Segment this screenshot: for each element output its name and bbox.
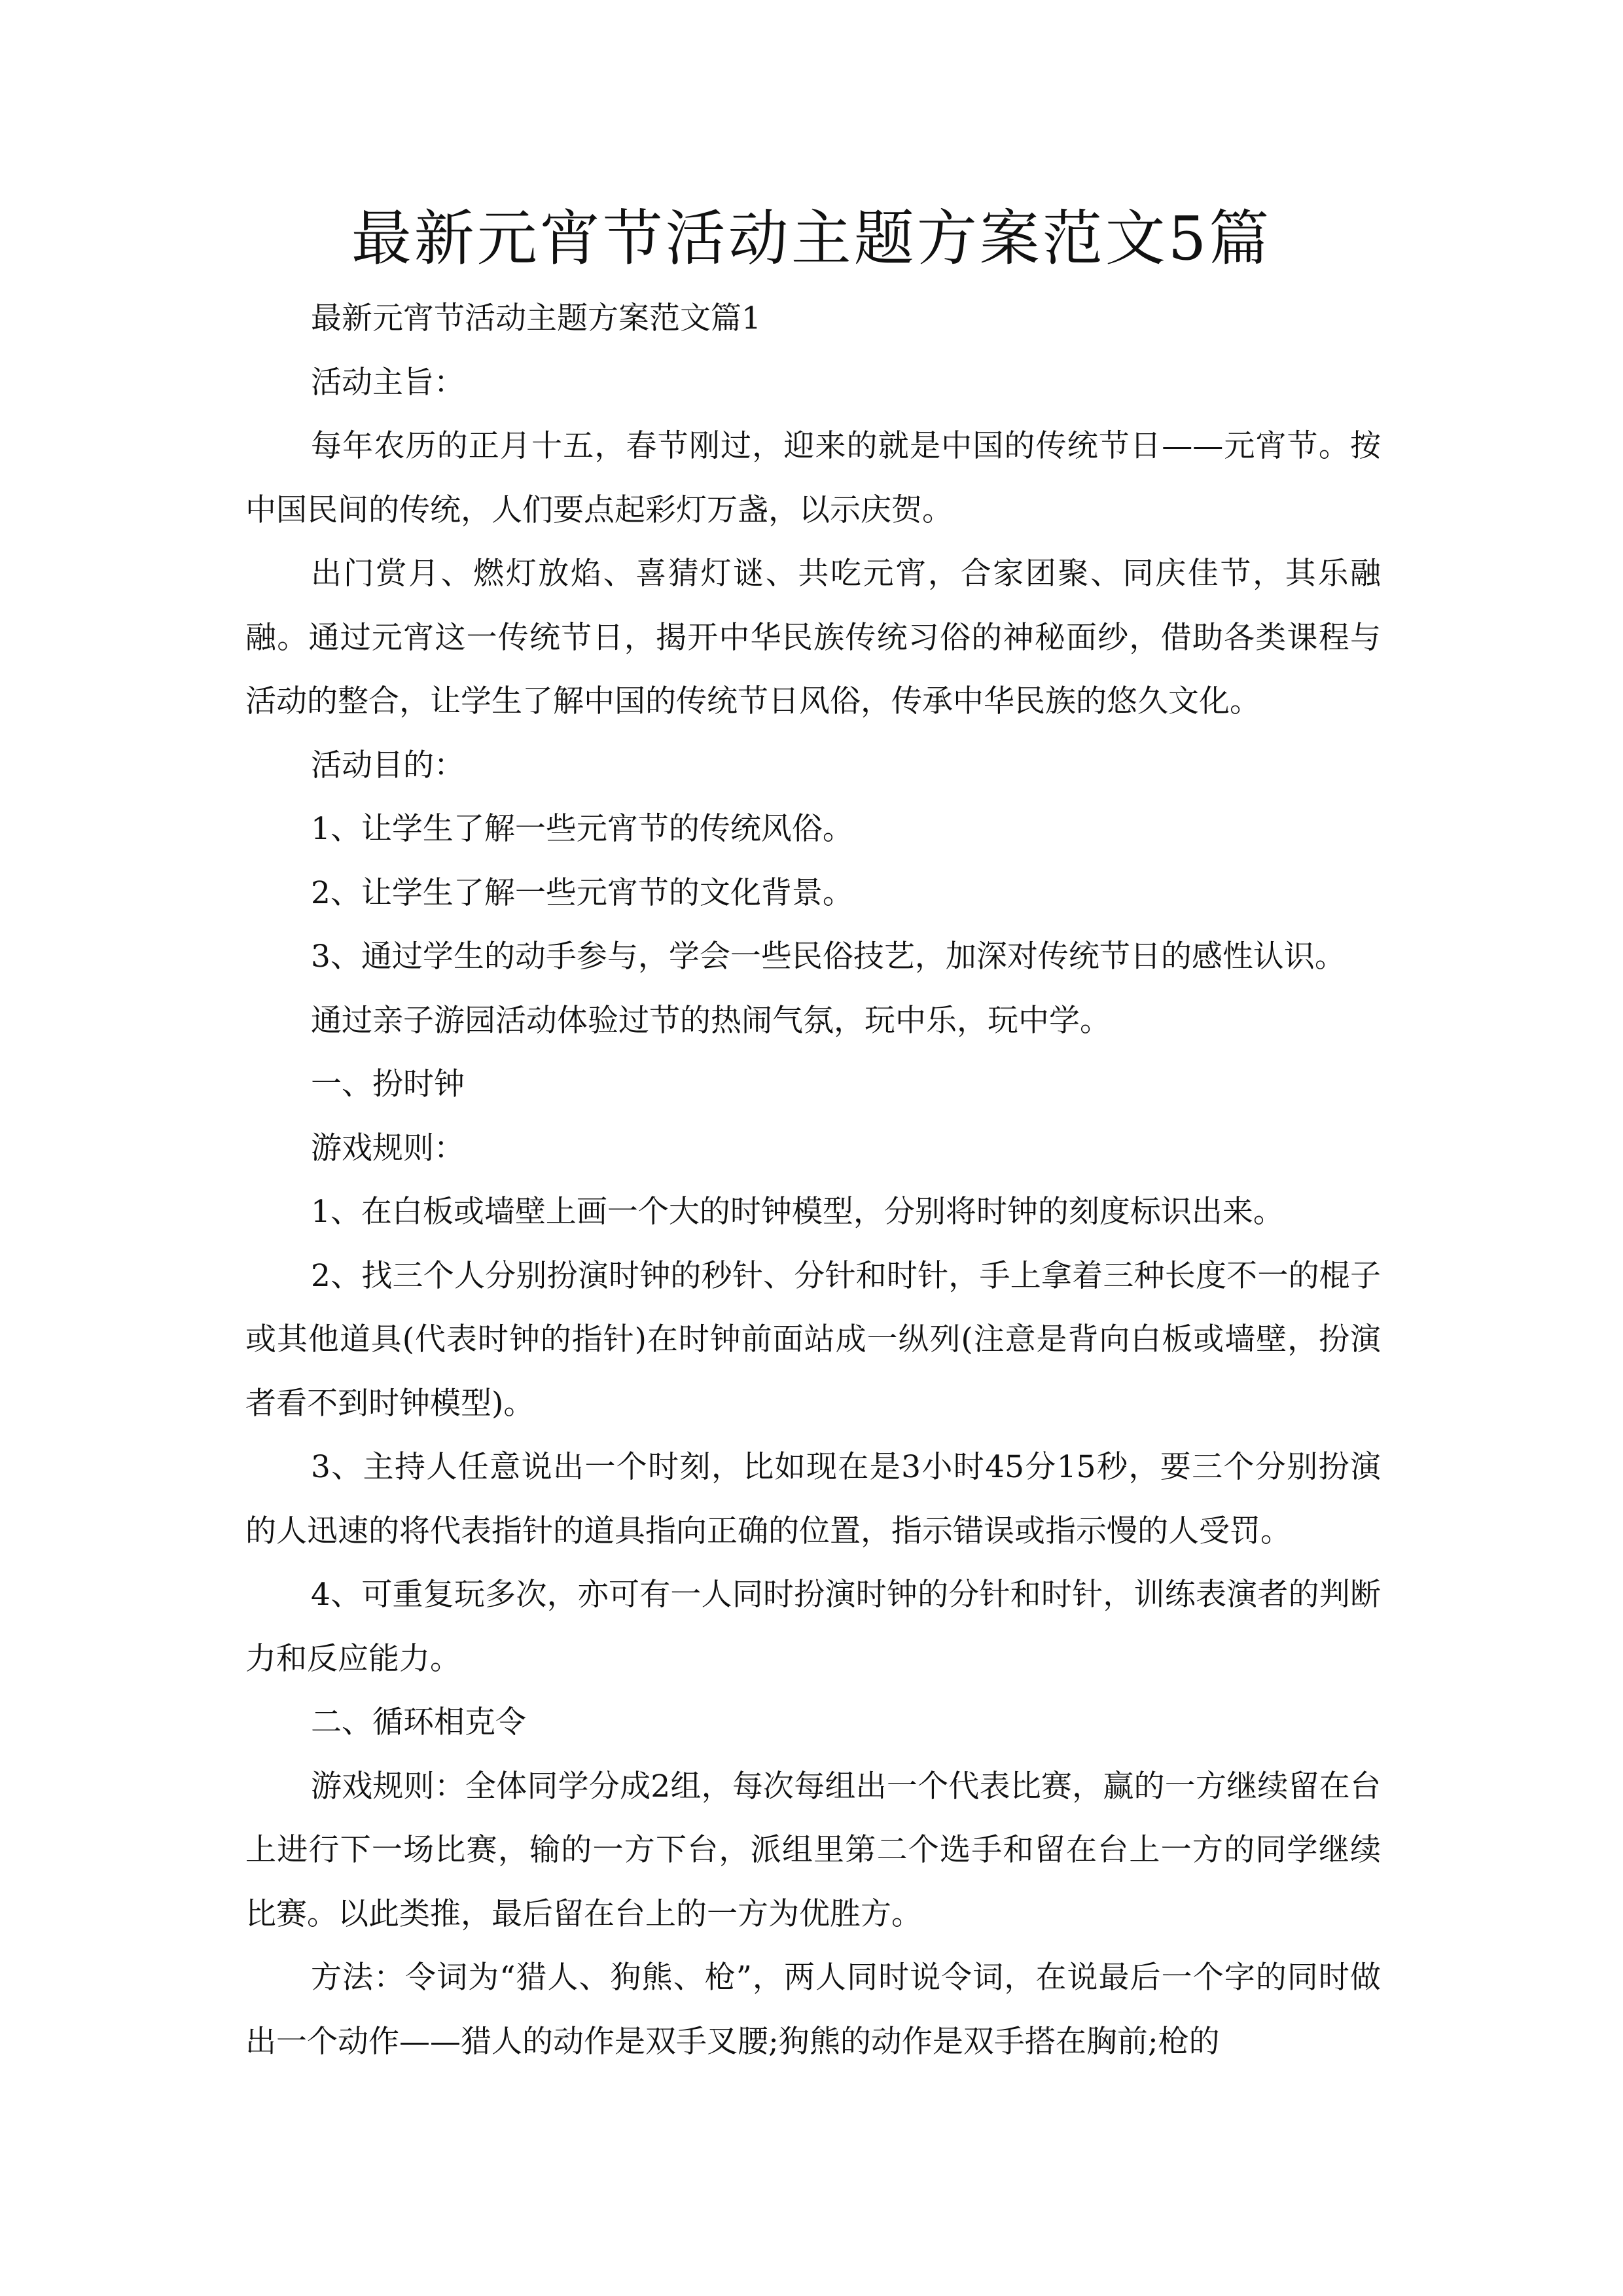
paragraph: 活动主旨： (311, 364, 465, 401)
paragraph: 1、让学生了解一些元宵节的传统风俗。 (311, 811, 853, 847)
paragraph: 2、找三个人分别扮演时钟的秒针、分针和时针，手上拿着三种长度不一的棍子或其他道具(代表时钟的指针)在时钟前面站成一纵列(注意是背向白板或墙壁，扮演者看不到时钟模型)。 (245, 1257, 1381, 1422)
paragraph: 每年农历的正月十五，春节刚过，迎来的就是中国的传统节日——元宵节。按中国民间的传统，人们要点起彩灯万盏，以示庆贺。 (245, 428, 1381, 528)
paragraph: 二、循环相克令 (311, 1704, 526, 1740)
paragraph: 4、可重复玩多次，亦可有一人同时扮演时钟的分针和时针，训练表演者的判断力和反应能力。 (245, 1577, 1381, 1677)
paragraph: 2、让学生了解一些元宵节的文化背景。 (311, 874, 853, 911)
document-body (245, 287, 1381, 2073)
paragraph: 通过亲子游园活动体验过节的热闹气氛，玩中乐，玩中学。 (311, 1002, 1111, 1039)
paragraph: 出门赏月、燃灯放焰、喜猜灯谜、共吃元宵，合家团聚、同庆佳节，其乐融融。通过元宵这一传统节日，揭开中华民族传统习俗的神秘面纱，借助各类课程与活动的整合，让学生了解中国的传统节日风俗，传承中华民族的悠久文化。 (245, 556, 1381, 719)
paragraph: 活动目的： (311, 747, 465, 783)
paragraph: 1、在白板或墙壁上画一个大的时钟模型，分别将时钟的刻度标识出来。 (311, 1194, 1284, 1230)
paragraph: 游戏规则： (311, 1130, 465, 1166)
paragraph: 游戏规则：全体同学分成2组，每次每组出一个代表比赛，赢的一方继续留在台上进行下一场比赛，输的一方下台，派组里第二个选手和留在台上一方的同学继续比赛。以此类推，最后留在台上的一方为优胜方。 (245, 1768, 1381, 1932)
paragraph: 3、通过学生的动手参与，学会一些民俗技艺，加深对传统节日的感性认识。 (311, 939, 1346, 975)
paragraph: 3、主持人任意说出一个时刻，比如现在是3小时45分15秒，要三个分别扮演的人迅速的将代表指针的道具指向正确的位置，指示错误或指示慢的人受罚。 (245, 1449, 1381, 1549)
document-title: 最新元宵节活动主题方案范文5篇 (351, 204, 1272, 274)
paragraph: 最新元宵节活动主题方案范文篇1 (311, 300, 761, 336)
paragraph: 方法：令词为“猎人、狗熊、枪”，两人同时说令词，在说最后一个字的同时做出一个动作——猎人的动作是双手叉腰;狗熊的动作是双手搭在胸前;枪的 (245, 1960, 1381, 2060)
paragraph: 一、扮时钟 (311, 1066, 465, 1102)
